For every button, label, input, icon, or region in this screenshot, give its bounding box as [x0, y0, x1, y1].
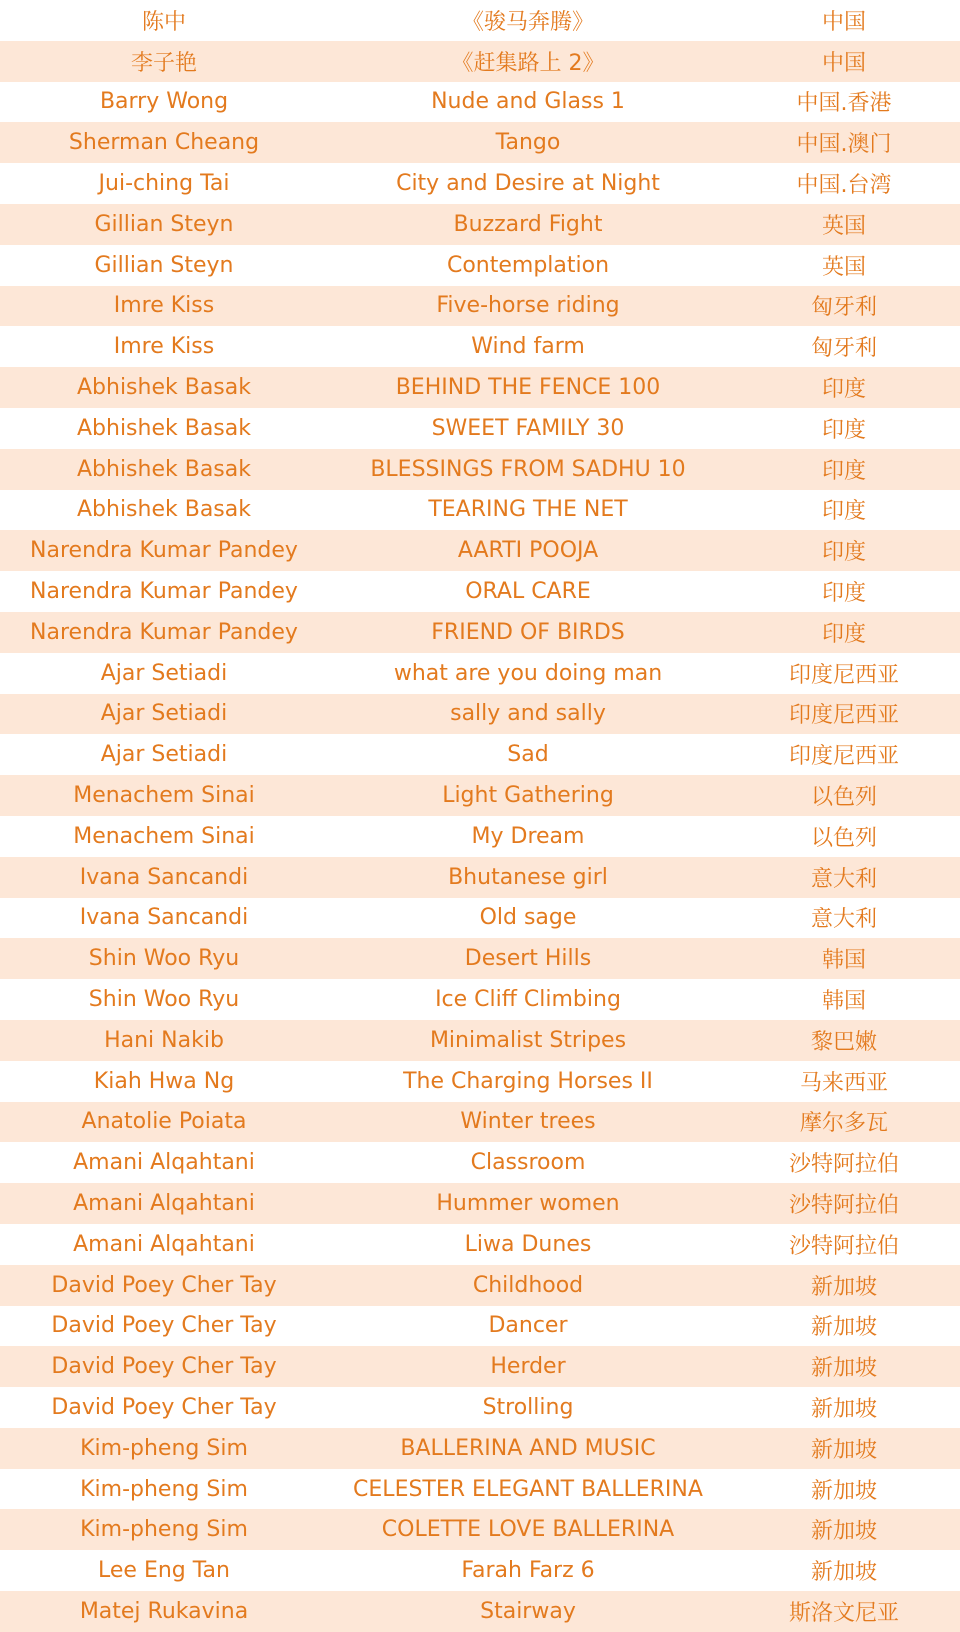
photographer-name: Abhishek Basak [76, 415, 251, 441]
table-row [0, 122, 960, 163]
work-title: COLETTE LOVE BALLERINA [381, 1517, 675, 1543]
photographer-name: Imre Kiss [113, 293, 215, 319]
photographer-name: Ajar Setiadi [100, 660, 228, 686]
photographer-name: Abhishek Basak [76, 497, 251, 523]
country-name: 中国 [821, 50, 866, 76]
table-row [0, 82, 960, 123]
country-name: 匈牙利 [810, 295, 877, 321]
table-row [0, 571, 960, 612]
country-name: 印度 [821, 417, 866, 443]
work-title: Light Gathering [442, 783, 614, 809]
table-row [0, 367, 960, 408]
work-title: ORAL CARE [465, 579, 591, 605]
work-title: Five-horse riding [436, 293, 620, 319]
country-name: 以色列 [810, 825, 877, 851]
photographer-name: 李子艳 [130, 50, 197, 76]
country-name: 意大利 [810, 866, 877, 892]
photographer-name: Amani Alqahtani [73, 1191, 255, 1216]
country-name: 新加坡 [810, 1396, 877, 1422]
photographer-name: Sherman Cheang [68, 130, 260, 156]
country-name: 新加坡 [810, 1437, 877, 1463]
photographer-name: Amani Alqahtani [73, 1231, 255, 1257]
work-title: My Dream [471, 823, 585, 849]
work-title: Herder [490, 1354, 566, 1380]
work-title: Nude and Glass 1 [431, 89, 625, 115]
table-row [0, 1224, 960, 1265]
work-title: what are you doing man [393, 660, 663, 686]
work-title: Tango [495, 130, 561, 156]
photographer-name: Ajar Setiadi [100, 701, 228, 727]
work-title: Dancer [488, 1313, 568, 1339]
table-row [0, 1428, 960, 1469]
country-name: 新加坡 [810, 1315, 877, 1341]
country-name: 摩尔多瓦 [799, 1111, 888, 1137]
photographer-name: Narendra Kumar Pandey [30, 579, 298, 605]
photographer-name: David Poey Cher Tay [51, 1354, 277, 1380]
country-name: 中国.香港 [796, 91, 892, 117]
photographer-name: Narendra Kumar Pandey [30, 538, 298, 564]
photographer-name: Abhishek Basak [76, 375, 251, 401]
country-name: 中国 [821, 9, 866, 35]
work-title: CELESTER ELEGANT BALLERINA [353, 1476, 703, 1502]
country-name: 印度 [821, 499, 866, 525]
table-row [0, 41, 960, 82]
table-row [0, 204, 960, 245]
photographer-name: 陈中 [141, 9, 186, 35]
photographer-name: Abhishek Basak [76, 456, 251, 482]
country-name: 匈牙利 [810, 336, 877, 362]
table-row [0, 938, 960, 979]
country-name: 新加坡 [810, 1560, 877, 1586]
country-name: 印度尼西亚 [788, 744, 899, 770]
photographer-name: Ivana Sancandi [79, 864, 249, 890]
country-name: 印度 [821, 581, 866, 607]
table-row [0, 775, 960, 816]
table-row [0, 245, 960, 286]
work-title: Winter trees [460, 1109, 596, 1135]
table-row [0, 1142, 960, 1183]
country-name: 新加坡 [810, 1356, 877, 1382]
table-row [0, 1346, 960, 1387]
photographer-name: Jui-ching Tai [98, 171, 230, 197]
table-row [0, 408, 960, 449]
photographer-name: David Poey Cher Tay [51, 1272, 277, 1298]
work-title: Old sage [479, 905, 577, 931]
photographer-name: David Poey Cher Tay [51, 1313, 277, 1339]
table-row [0, 286, 960, 327]
table-row [0, 653, 960, 694]
table-row [0, 1469, 960, 1510]
work-title: 《骏马奔腾》 [461, 9, 594, 35]
photographer-name: Gillian Steyn [94, 211, 234, 237]
table-row [0, 1387, 960, 1428]
work-title: Contemplation [446, 252, 610, 278]
country-name: 韩国 [821, 948, 866, 974]
work-title: AARTI POOJA [457, 538, 599, 564]
table-row [0, 1061, 960, 1102]
table-row [0, 163, 960, 204]
work-title: Hummer women [436, 1191, 620, 1216]
work-title: BLESSINGS FROM SADHU 10 [370, 456, 686, 482]
table-row [0, 734, 960, 775]
table-row [0, 694, 960, 735]
photographer-name: Barry Wong [99, 89, 229, 115]
country-name: 英国 [821, 213, 866, 239]
work-title: Bhutanese girl [448, 864, 608, 890]
table-row [0, 612, 960, 653]
photographer-name: Ajar Setiadi [100, 742, 228, 768]
photographer-name: Anatolie Poiata [81, 1109, 247, 1135]
table-row [0, 490, 960, 531]
table-row [0, 1102, 960, 1143]
country-name: 英国 [821, 254, 866, 280]
work-title: Minimalist Stripes [429, 1027, 627, 1053]
photographer-name: Lee Eng Tan [98, 1558, 230, 1584]
photographer-name: Kiah Hwa Ng [93, 1068, 235, 1094]
table-row [0, 1265, 960, 1306]
photographer-name: Hani Nakib [104, 1027, 224, 1053]
work-title: City and Desire at Night [396, 171, 660, 197]
country-name: 新加坡 [810, 1274, 877, 1300]
table-row [0, 449, 960, 490]
work-title: Childhood [472, 1272, 584, 1298]
table-row [0, 816, 960, 857]
work-title: SWEET FAMILY 30 [431, 415, 625, 441]
country-name: 印度 [821, 458, 866, 484]
work-title: Strolling [482, 1394, 574, 1420]
photographer-name: Kim-pheng Sim [80, 1476, 248, 1502]
country-name: 印度 [821, 621, 866, 647]
country-name: 沙特阿拉伯 [788, 1152, 899, 1178]
photographer-name: Amani Alqahtani [73, 1150, 255, 1176]
country-name: 中国.台湾 [796, 173, 892, 199]
table-row [0, 1020, 960, 1061]
photographer-name: Shin Woo Ryu [88, 987, 240, 1013]
country-name: 沙特阿拉伯 [788, 1233, 899, 1259]
country-name: 新加坡 [810, 1478, 877, 1504]
photographer-name: Kim-pheng Sim [80, 1517, 248, 1543]
photographer-name: Narendra Kumar Pandey [30, 619, 298, 645]
work-title: Ice Cliff Climbing [435, 987, 621, 1013]
country-name: 沙特阿拉伯 [788, 1193, 899, 1218]
country-name: 中国.澳门 [796, 132, 892, 158]
country-name: 以色列 [810, 785, 877, 811]
table-row [0, 857, 960, 898]
work-title: 《赶集路上 2》 [451, 50, 605, 76]
country-name: 韩国 [821, 989, 866, 1015]
photographer-name: Imre Kiss [113, 334, 215, 360]
table-row [0, 898, 960, 939]
table-row [0, 326, 960, 367]
work-title: Desert Hills [464, 946, 592, 972]
country-name: 印度尼西亚 [788, 703, 899, 729]
table-row [0, 530, 960, 571]
table-row [0, 1183, 960, 1224]
photographer-name: Ivana Sancandi [79, 905, 249, 931]
work-title: sally and sally [450, 701, 606, 727]
photographer-name: Matej Rukavina [79, 1598, 249, 1624]
table-row [0, 1550, 960, 1591]
table-row [0, 0, 960, 41]
work-title: Stairway [480, 1598, 576, 1624]
country-name: 马来西亚 [799, 1070, 888, 1096]
work-title: FRIEND OF BIRDS [431, 619, 625, 645]
photographer-name: Menachem Sinai [73, 823, 255, 849]
photographer-name: Shin Woo Ryu [88, 946, 240, 972]
table-row [0, 1591, 960, 1632]
country-name: 印度尼西亚 [788, 662, 899, 688]
table-row [0, 979, 960, 1020]
table-row [0, 1306, 960, 1347]
work-title: Wind farm [471, 334, 585, 360]
photographer-name: David Poey Cher Tay [51, 1394, 277, 1420]
work-title: BALLERINA AND MUSIC [400, 1435, 656, 1461]
country-name: 斯洛文尼亚 [788, 1600, 899, 1626]
work-title: Sad [507, 742, 549, 768]
country-name: 意大利 [810, 907, 877, 933]
work-title: Farah Farz 6 [461, 1558, 595, 1584]
country-name: 印度 [821, 377, 866, 403]
country-name: 新加坡 [810, 1519, 877, 1545]
photographer-name: Gillian Steyn [94, 252, 234, 278]
work-title: BEHIND THE FENCE 100 [395, 375, 661, 401]
table-row [0, 1509, 960, 1550]
country-name: 印度 [821, 540, 866, 566]
work-title: Buzzard Fight [453, 211, 603, 237]
photographer-name: Kim-pheng Sim [80, 1435, 248, 1461]
work-title: Liwa Dunes [464, 1231, 592, 1257]
work-title: TEARING THE NET [428, 497, 628, 523]
work-title: The Charging Horses II [403, 1068, 653, 1094]
country-name: 黎巴嫩 [810, 1029, 877, 1055]
photographer-name: Menachem Sinai [73, 783, 255, 809]
work-title: Classroom [470, 1150, 586, 1176]
